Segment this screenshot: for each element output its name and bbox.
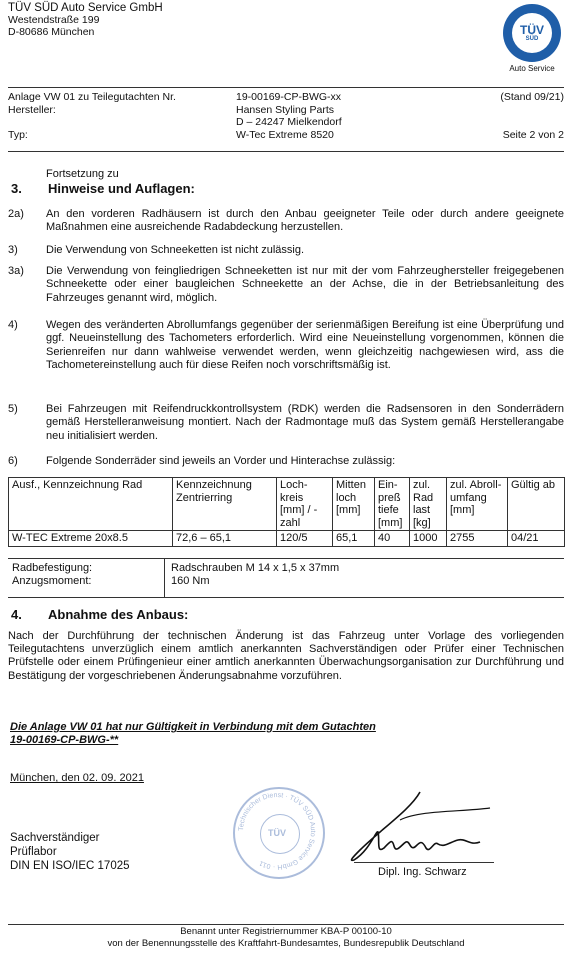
- section-4-heading: [8, 607, 188, 623]
- company-address: [8, 2, 163, 38]
- wheel-fixing-box: [8, 558, 564, 598]
- footer-line-2: von der Benennungsstelle des Kraftfahrt-Bundesamtes, Bundesrepublik Deutschland: [107, 937, 465, 949]
- table-cell: 72,6 – 65,1: [173, 531, 277, 547]
- document-meta: [8, 91, 564, 141]
- continuation-note: Fortsetzung zu: [46, 168, 119, 180]
- signature: [340, 790, 500, 870]
- company-name: TÜV SÜD Auto Service GmbH: [8, 2, 163, 14]
- section-3-title: Hinweise und Auflagen:: [48, 181, 195, 196]
- divider-top: [8, 87, 564, 88]
- table-cell: 04/21: [508, 531, 565, 547]
- typ-value: W-Tec Extreme 8520: [236, 128, 334, 141]
- list-item: 4) Wegen des veränderten Abrollumfangs gegenüber der serienmäßigen Bereifung ist eine Überprüfung und ggf. Neueinstellung des Tachometers erforderlich. Wird eine Neueinstellung vorgenommen, können die Serienreifen nur dann wahlweise verwendet werden, wenn gleichzeitig nachgewiesen wird, ass die Tachometereinstellung auch für diese Reifen noch vorschriftsmäßig ist.: [8, 319, 564, 371]
- table-header: Mitten loch [mm]: [333, 478, 375, 531]
- table-cell: W-TEC Extreme 20x8.5: [9, 531, 173, 547]
- lab-norm: DIN EN ISO/IEC 17025: [10, 860, 130, 872]
- hersteller-name: Hansen Styling Parts: [236, 103, 335, 116]
- stamp-center: TÜV: [260, 814, 300, 854]
- logo-subtitle: Auto Service: [509, 64, 555, 73]
- table-row: [9, 531, 565, 547]
- tuv-logo: [503, 4, 561, 62]
- table-cell: 65,1: [333, 531, 375, 547]
- company-street: Westendstraße 199: [8, 14, 100, 26]
- typ-label: Typ:: [8, 128, 28, 141]
- list-item: 6) Folgende Sonderräder sind jeweils an Vorder und Hinterachse zulässig:: [8, 455, 396, 467]
- wheel-table: [8, 477, 565, 547]
- divider-meta: [8, 151, 564, 152]
- table-cell: 2755: [447, 531, 508, 547]
- validity-note-line-2: 19-00169-CP-BWG-**: [10, 734, 119, 746]
- list-item: 3) Die Verwendung von Schneeketten ist nicht zulässig.: [8, 244, 305, 256]
- table-cell: 120/5: [277, 531, 333, 547]
- hersteller-address: D – 24247 Mielkendorf: [236, 116, 342, 128]
- fixing-value: Radschrauben M 14 x 1,5 x 37mm: [171, 562, 340, 574]
- company-city: D-80686 München: [8, 26, 95, 38]
- stand: (Stand 09/21): [500, 91, 564, 103]
- table-header: Ausf., Kennzeichnung Rad: [9, 478, 173, 531]
- anlage-number: 19-00169-CP-BWG-xx: [236, 91, 342, 103]
- divider-footer: [8, 924, 564, 925]
- fixing-label: Radbefestigung:: [12, 562, 93, 574]
- signature-line: [354, 862, 494, 863]
- table-header: Ein-preß tiefe [mm]: [375, 478, 410, 531]
- table-header: zul. Abroll-umfang [mm]: [447, 478, 508, 531]
- list-item: 3a) Die Verwendung von feingliedrigen Schneeketten ist nur mit der vom Fahrzeughersteller freigegebenen Schneekette oder einer baugleichen Schneekette an der Achse, die in der Betriebsanleitung des Fahrzeuges genannt wird, möglich.: [8, 265, 564, 304]
- table-header: Gültig ab: [508, 478, 565, 531]
- table-header: zul. Rad last [kg]: [410, 478, 447, 531]
- footer-line-1: Benannt unter Registriernummer KBA-P 00100-10: [180, 926, 392, 937]
- signer-name: Dipl. Ing. Schwarz: [378, 866, 467, 878]
- footer: [8, 926, 564, 949]
- svg-text:Technischer Dienst · TÜV SÜD A: Technischer Dienst · TÜV SÜD Auto Service GmbH · 011: [237, 791, 317, 871]
- lab-role: Prüflabor: [10, 846, 57, 858]
- hersteller-label: Hersteller:: [8, 103, 56, 116]
- section-3-heading: [8, 181, 195, 197]
- section-4-number: 4.: [11, 607, 22, 622]
- anlage-label: Anlage VW 01 zu Teilegutachten Nr.: [8, 91, 176, 103]
- official-stamp: [233, 787, 325, 879]
- section-4-text: Nach der Durchführung der technischen Änderung ist das Fahrzeug unter Vorlage des vorliegenden Teilegutachtens unverzüglich einem amtlich anerkannten Sachverständigen oder Prüfer einer Technischen Prüfstelle oder einem Prüfingenieur einer amtlich anerkannten Überwachungsorganisation zur Durchführung und Bestätigung der vorgeschriebenen Änderungsabnahme vorzuführen.: [8, 630, 564, 682]
- expert-block: [10, 831, 130, 873]
- table-header: Kennzeichnung Zentrierring: [173, 478, 277, 531]
- table-cell: 1000: [410, 531, 447, 547]
- list-item: 5) Bei Fahrzeugen mit Reifendruckkontrollsystem (RDK) werden die Radsensoren in den Sonderrädern gemäß Herstelleranweisung montiert. Nach der Radmontage muß das System gemäß Herstellerangabe neu initialisiert werden.: [8, 403, 564, 442]
- expert-role: Sachverständiger: [10, 832, 100, 844]
- validity-note-line-1: Die Anlage VW 01 hat nur Gültigkeit in Verbindung mit dem Gutachten: [10, 721, 376, 733]
- list-item: 2a) An den vorderen Radhäusern ist durch den Anbau geeigneter Teile oder durch andere geeignete Maßnahmen eine ausreichende Radabdeckung herzustellen.: [8, 208, 564, 234]
- table-header: Loch-kreis [mm] / -zahl: [277, 478, 333, 531]
- page-number: Seite 2 von 2: [502, 128, 564, 141]
- torque-value: 160 Nm: [171, 574, 210, 587]
- logo-text-sud: SÜD: [525, 35, 539, 42]
- table-header-row: [9, 478, 565, 531]
- section-3-number: 3.: [11, 181, 22, 196]
- logo-text-tuv: TÜV: [520, 22, 544, 37]
- place-date: München, den 02. 09. 2021: [10, 772, 144, 784]
- torque-label: Anzugsmoment:: [12, 574, 92, 587]
- table-cell: 40: [375, 531, 410, 547]
- section-4-title: Abnahme des Anbaus:: [48, 607, 189, 622]
- validity-note: [10, 721, 480, 747]
